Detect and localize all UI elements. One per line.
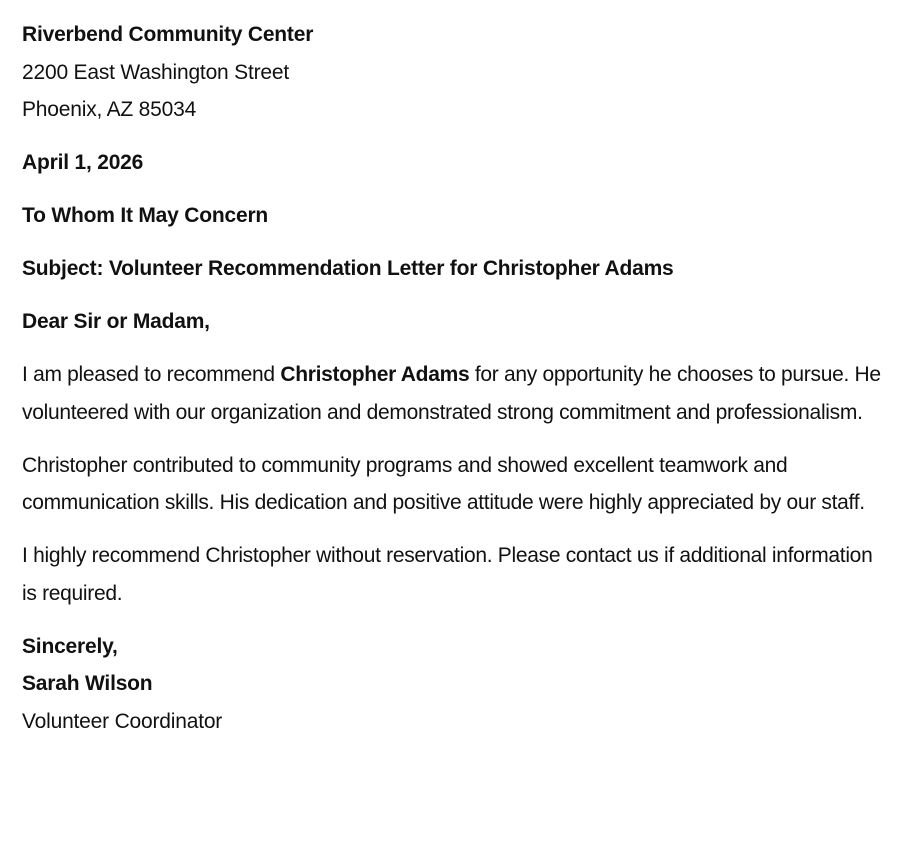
letter-date: April 1, 2026: [22, 151, 144, 174]
sender-organization: Riverbend Community Center: [22, 23, 314, 46]
p1-text-after: for any opportunity he chooses to pursue. He volunteered with our organization and demonstrated strong commitment and professionalism.: [22, 363, 881, 424]
body-paragraph-3: I highly recommend Christopher without reservation. Please contact us if additional information is required.: [22, 544, 873, 605]
p1-bold-name: Christopher Adams: [280, 363, 470, 386]
signer-title: Volunteer Coordinator: [22, 709, 223, 733]
sender-city-state-zip: Phoenix, AZ 85034: [22, 98, 197, 121]
valediction: Sincerely,: [22, 634, 118, 658]
subject-line: Subject: Volunteer Recommendation Letter for Christopher Adams: [22, 257, 674, 280]
sender-street: 2200 East Washington Street: [22, 60, 289, 84]
recipient-line: To Whom It May Concern: [22, 204, 269, 227]
body-paragraph-2: Christopher contributed to community programs and showed excellent teamwork and communication skills. His dedication and positive attitude were highly appreciated by our staff.: [22, 453, 865, 514]
p1-text-before: I am pleased to recommend: [22, 363, 281, 386]
body-paragraph-1: [22, 356, 882, 431]
signer-name: Sarah Wilson: [22, 672, 153, 695]
salutation: Dear Sir or Madam,: [22, 310, 210, 333]
